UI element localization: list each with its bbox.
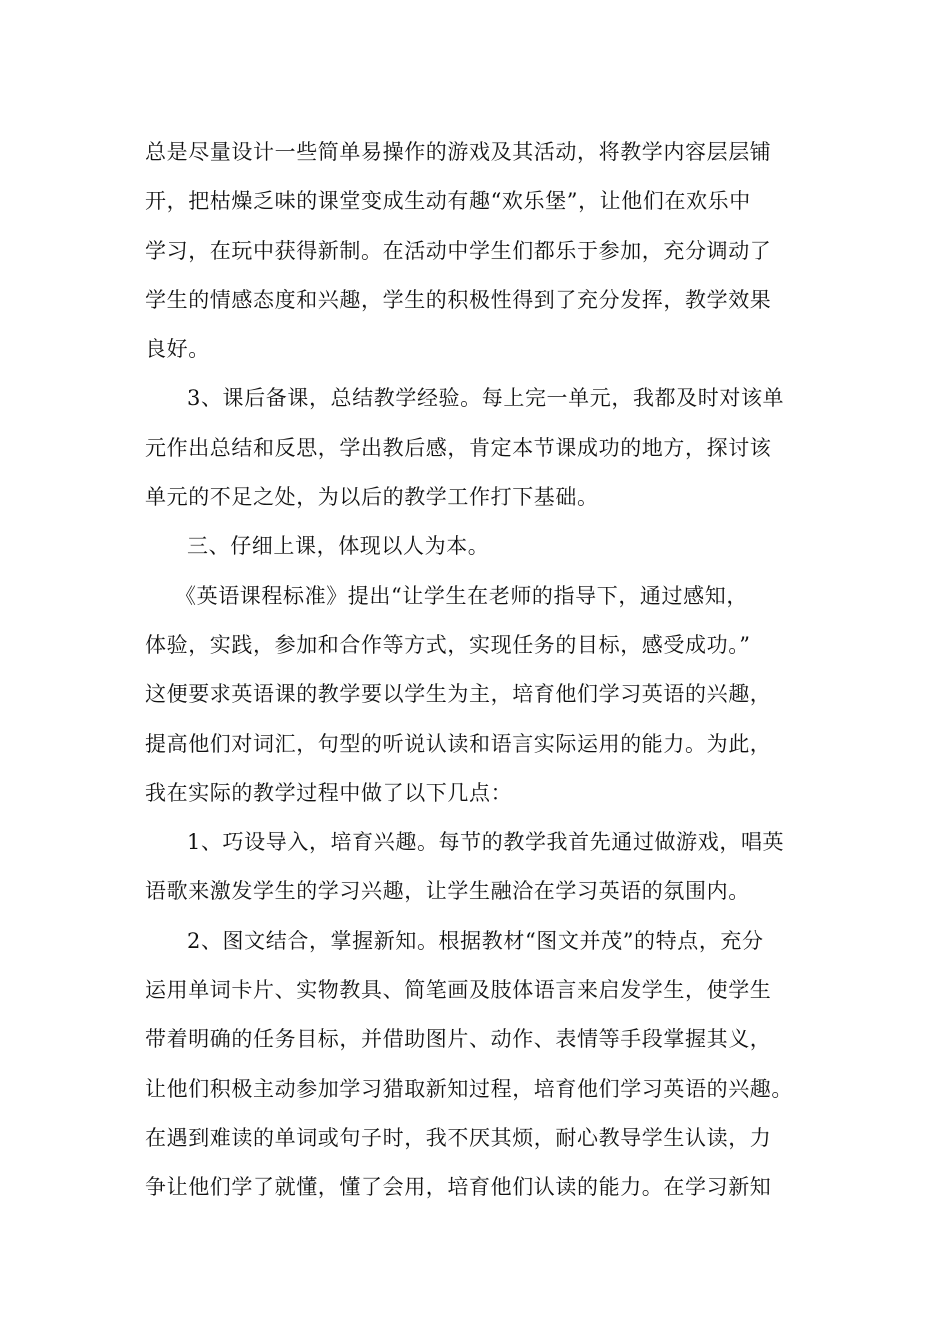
text-line: 这便要求英语课的教学要以学生为主，培育他们学习英语的兴趣，: [145, 682, 772, 707]
text-line: 运用单词卡片、实物教具、简笔画及肢体语言来启发学生，使学生: [145, 978, 772, 1003]
text-line: 学习，在玩中获得新制。在活动中学生们都乐于参加，充分调动了: [145, 238, 772, 263]
text-line: 在遇到难读的单词或句子时，我不厌其烦，耐心教导学生认读，力: [145, 1125, 772, 1150]
text-line: 总是尽量设计一些简单易操作的游戏及其活动，将教学内容层层铺: [145, 140, 772, 164]
text-line: 开，把枯燥乏味的课堂变成生动有趣“欢乐堡”，让他们在欢乐中: [145, 189, 751, 214]
text-line: 良好。: [145, 337, 210, 362]
text-line: 1、巧设导入，培育兴趣。每节的教学我首先通过做游戏，唱英: [187, 830, 785, 855]
text-line: 争让他们学了就懂，懂了会用，培育他们认读的能力。在学习新知: [145, 1175, 772, 1200]
text-line: 单元的不足之处，为以后的教学工作打下基础。: [145, 485, 599, 510]
body-text: [145, 128, 825, 1213]
text-line: 体验，实践，参加和合作等方式，实现任务的目标，感受成功。”: [145, 632, 751, 657]
text-line: 学生的情感态度和兴趣，学生的积极性得到了充分发挥，教学效果: [145, 287, 772, 312]
text-line: 提高他们对词汇，句型的听说认读和语言实际运用的能力。为此，: [145, 731, 772, 756]
text-line: 我在实际的教学过程中做了以下几点：: [145, 780, 513, 805]
text-line: 2、图文结合，掌握新知。根据教材“图文并茂”的特点，充分: [187, 928, 764, 953]
text-line: 元作出总结和反思，学出教后感，肯定本节课成功的地方，探讨该: [145, 435, 772, 460]
text-line: 《英语课程标准》提出“让学生在老师的指导下，通过感知，: [175, 583, 748, 608]
text-line: 带着明确的任务目标，并借助图片、动作、表情等手段掌握其义，: [145, 1027, 772, 1052]
text-line: 让他们积极主动参加学习猎取新知过程，培育他们学习英语的兴趣。: [145, 1076, 793, 1101]
text-line: 语歌来激发学生的学习兴趣，让学生融洽在学习英语的氛围内。: [145, 879, 750, 904]
text-line: 3、课后备课，总结教学经验。每上完一单元，我都及时对该单: [187, 386, 785, 411]
section-heading: 三、仔细上课，体现以人为本。: [187, 534, 490, 559]
